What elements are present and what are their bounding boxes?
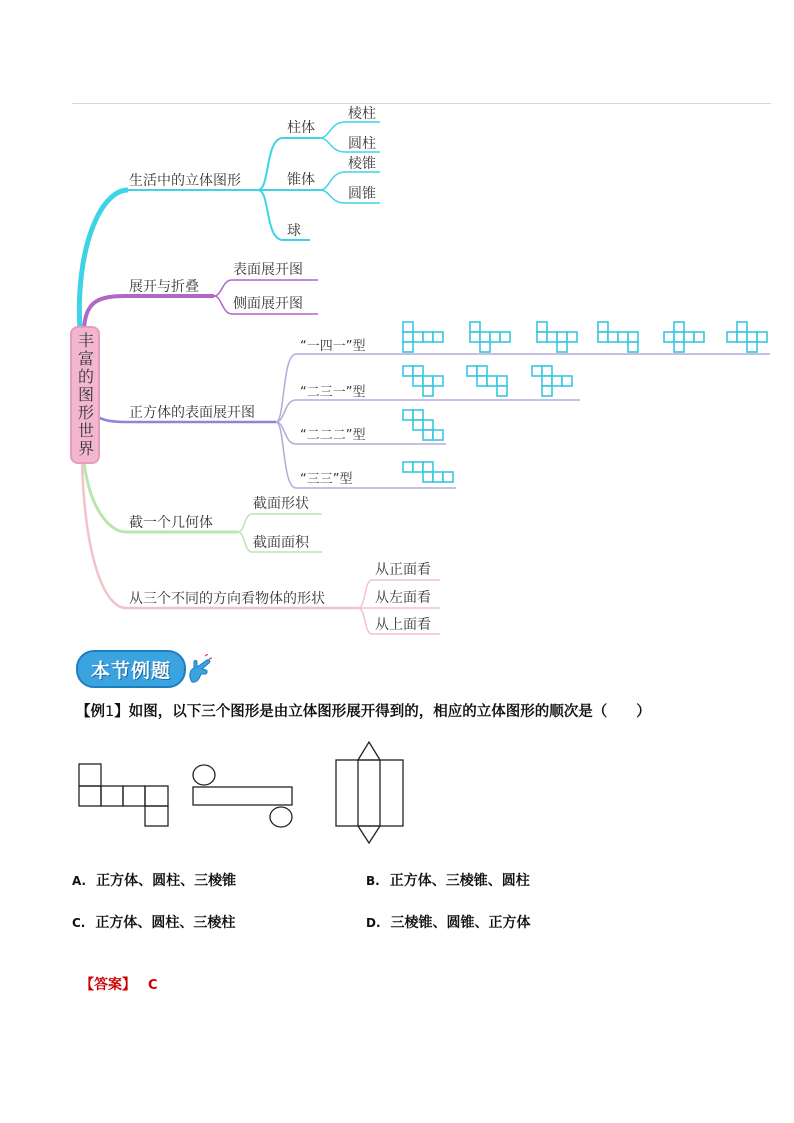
cube-net-cell (477, 376, 487, 386)
cube-net-cell (537, 332, 547, 342)
cube-net-cell (413, 376, 423, 386)
cube-net-cell (694, 332, 704, 342)
cube-net-cell (403, 342, 413, 352)
cube-net-cell (674, 322, 684, 332)
cube-net-cell (433, 430, 443, 440)
cube-net-cell (467, 366, 477, 376)
label-section-area: 截面面积 (253, 535, 309, 551)
cube-net-cell (423, 462, 433, 472)
cube-net-cell (403, 322, 413, 332)
cube-net-icons (403, 322, 767, 482)
question-text: 【例1】如图，以下三个图形是由立体图形展开得到的，相应的立体图形的顺次是（ ） (76, 704, 651, 720)
answer: 【答案】 C (80, 977, 158, 993)
label-type-222: “二二二”型 (300, 428, 366, 443)
cube-net-cell (490, 332, 500, 342)
cube-net-cell (423, 420, 433, 430)
pointing-hand-icon (186, 654, 212, 684)
cube-net-cell (674, 332, 684, 342)
cube-net-cell (423, 332, 433, 342)
cube-net-cell (403, 332, 413, 342)
cube-net-cell (542, 366, 552, 376)
cube-net-cell (433, 332, 443, 342)
cube-net-cell (628, 332, 638, 342)
cube-net-cell (413, 366, 423, 376)
cube-net-cell (470, 322, 480, 332)
option-c[interactable]: C. 正方体、圆柱、三棱柱 (72, 915, 236, 931)
cube-net-cell (737, 332, 747, 342)
cube-net-cell (413, 462, 423, 472)
cube-net-cell (433, 376, 443, 386)
cube-net-cell (598, 322, 608, 332)
cube-net-cell (423, 472, 433, 482)
option-d[interactable]: D. 三棱锥、圆锥、正方体 (366, 915, 531, 931)
section-title-badge: 本节例题 (76, 650, 186, 688)
branch-line-unfold (84, 296, 214, 330)
cube-net-cell (537, 322, 547, 332)
label-surface-net: 表面展开图 (233, 262, 303, 278)
cube-net-cell (497, 376, 507, 386)
figure-prism-net (336, 742, 403, 843)
figure-cylinder-net (193, 765, 292, 827)
label-side-net: 侧面展开图 (233, 296, 303, 312)
label-section-shape: 截面形状 (253, 496, 309, 512)
cube-net-cell (674, 342, 684, 352)
cube-net-cell (557, 342, 567, 352)
cube-net-cell (423, 386, 433, 396)
label-solid: 生活中的立体图形 (129, 173, 241, 189)
cube-net-cell (737, 322, 747, 332)
cube-net-cell (598, 332, 608, 342)
cube-net-cell (557, 332, 567, 342)
cube-net-cell (470, 332, 480, 342)
label-front: 从正面看 (375, 562, 431, 578)
cube-net-cell (423, 376, 433, 386)
cube-net-cell (477, 366, 487, 376)
mindmap-root: 丰富的图形世界 (70, 326, 100, 464)
cube-net-cell (443, 472, 453, 482)
cube-net-cell (403, 462, 413, 472)
cube-net-cell (747, 332, 757, 342)
label-unfold: 展开与折叠 (129, 279, 199, 295)
cube-net-cell (413, 410, 423, 420)
label-type-33: “三三”型 (300, 472, 353, 487)
label-cube-nets: 正方体的表面展开图 (129, 405, 255, 421)
label-type-141: “一四一”型 (300, 339, 366, 354)
label-section: 截一个几何体 (129, 515, 213, 531)
cube-net-cell (628, 342, 638, 352)
cube-net-cell (487, 376, 497, 386)
cube-net-cell (567, 332, 577, 342)
label-pyramid: 棱锥 (348, 156, 376, 172)
cube-net-cell (664, 332, 674, 342)
branch-line-solid (79, 190, 128, 330)
label-prism: 棱柱 (348, 106, 376, 122)
cube-net-cell (747, 342, 757, 352)
cube-net-cell (727, 332, 737, 342)
label-views: 从三个不同的方向看物体的形状 (129, 591, 325, 607)
cube-net-cell (684, 332, 694, 342)
cube-net-cell (433, 472, 443, 482)
label-top: 从上面看 (375, 617, 431, 633)
label-cone: 圆锥 (348, 186, 376, 202)
label-left: 从左面看 (375, 590, 431, 606)
cube-net-cell (618, 332, 628, 342)
cube-net-cell (542, 376, 552, 386)
cube-net-cell (757, 332, 767, 342)
cube-net-cell (542, 386, 552, 396)
cube-net-cell (480, 342, 490, 352)
cube-net-cell (423, 430, 433, 440)
cube-net-cell (480, 332, 490, 342)
cube-net-cell (500, 332, 510, 342)
cube-net-cell (547, 332, 557, 342)
cube-net-cell (497, 386, 507, 396)
cube-net-cell (532, 366, 542, 376)
cube-net-cell (403, 410, 413, 420)
label-cone-group: 锥体 (287, 172, 315, 188)
label-sphere: 球 (287, 223, 301, 239)
option-b[interactable]: B. 正方体、三棱锥、圆柱 (366, 873, 530, 889)
cube-net-cell (413, 332, 423, 342)
figure-cube-net (79, 764, 168, 826)
option-a[interactable]: A. 正方体、圆柱、三棱锥 (72, 873, 237, 889)
label-cylinder: 圆柱 (348, 136, 376, 152)
cube-net-cell (562, 376, 572, 386)
cube-net-cell (413, 420, 423, 430)
cube-net-cell (403, 366, 413, 376)
label-type-231: “二三一”型 (300, 385, 366, 400)
cube-net-cell (608, 332, 618, 342)
label-prism-group: 柱体 (287, 120, 315, 136)
cube-net-cell (552, 376, 562, 386)
